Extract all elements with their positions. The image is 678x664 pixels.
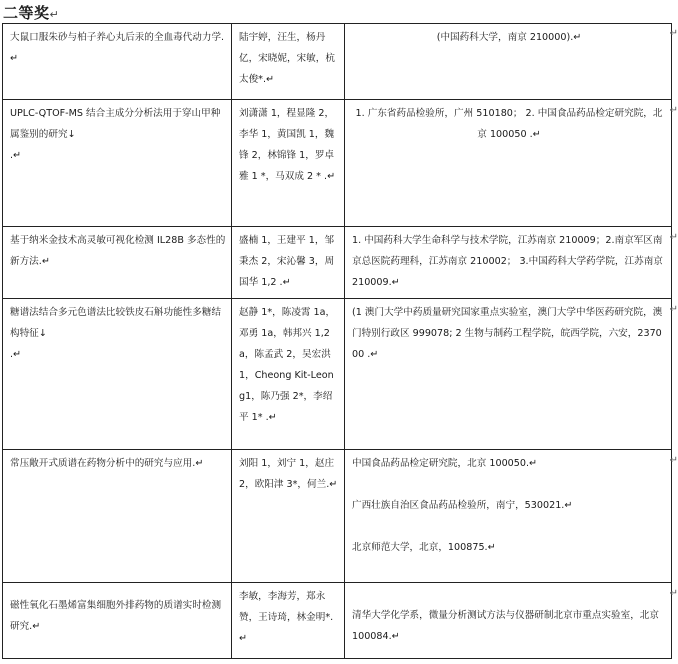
table-row [3, 583, 672, 659]
heading-text: 二等奖 [3, 4, 50, 22]
row-end-mark: ↵ [669, 28, 678, 39]
paper-title: 基于纳米金技术高灵敏可视化检测 IL28B 多态性的新方法.↵ [3, 227, 232, 299]
authors: 盛楠 1，王建平 1，邹秉杰 2，宋沁馨 3，周国华 1,2 .↵ [232, 227, 345, 299]
affiliation-line: 中国食品药品检定研究院，北京 100050.↵ [352, 458, 538, 469]
row-end-mark: ↵ [669, 455, 678, 466]
table-row [3, 24, 672, 100]
row-end-mark: ↵ [669, 588, 678, 599]
paper-title: 常压敞开式质谱在药物分析中的研究与应用.↵ [3, 450, 232, 583]
authors: 刘阳 1，刘宁 1，赵庄 2，欧阳津 3*，何兰.↵ [232, 450, 345, 583]
affiliation: 1. 中国药科大学生命科学与技术学院，江苏南京 210009；2.南京军区南京总医院药理科，江苏南京 210002； 3.中国药科大学药学院，江苏南京 210009.↵ [345, 227, 672, 299]
table-row [3, 450, 672, 583]
table-row [3, 299, 672, 450]
section-heading [3, 2, 59, 23]
affiliation: 清华大学化学系，微量分析测试方法与仪器研制北京市重点实验室，北京 100084.↵ [345, 583, 672, 659]
paper-title: 磁性氧化石墨烯富集细胞外排药物的质谱实时检测研究.↵ [3, 583, 232, 659]
table-row [3, 227, 672, 299]
affiliation: 1. 广东省药品检验所，广州 510180； 2. 中国食品药品检定研究院，北京 100050 .↵ [345, 100, 672, 227]
affiliation [345, 450, 672, 583]
awards-table [2, 23, 672, 659]
affiliation-line: 北京师范大学，北京，100875.↵ [352, 542, 496, 553]
paper-title: 大鼠口服朱砂与柏子养心丸后汞的全血毒代动力学.↵ [3, 24, 232, 100]
table-row [3, 100, 672, 227]
row-end-mark: ↵ [669, 232, 678, 243]
authors: 刘潇潇 1，程显隆 2，李华 1，黄国凯 1，魏锋 2，林锦锋 1，罗卓雅 1 *，马双成 2 * .↵ [232, 100, 345, 227]
paragraph-mark: ↵ [49, 8, 60, 21]
affiliation: (1 澳门大学中药质量研究国家重点实验室，澳门大学中华医药研究院，澳门特别行政区 999078; 2 生物与制药工程学院，皖西学院，六安，237000 .↵ [345, 299, 672, 450]
affiliation: (中国药科大学，南京 210000).↵ [345, 24, 672, 100]
authors: 陆宇婷，汪生，杨丹亿，宋晓妮，宋敏，杭太俊*.↵ [232, 24, 345, 100]
affiliation-line: 广西壮族自治区食品药品检验所，南宁，530021.↵ [352, 500, 573, 511]
row-end-mark: ↵ [669, 105, 678, 116]
authors: 赵静 1*，陈凌霄 1a，邓勇 1a，韩邦兴 1,2a，陈孟武 2，吴宏洪 1，Cheong Kit-Leong1，陈乃强 2*，李绍平 1* .↵ [232, 299, 345, 450]
paper-title: 糖谱法结合多元色谱法比较铁皮石斛功能性多糖结构特征↓ .↵ [3, 299, 232, 450]
row-end-mark: ↵ [669, 304, 678, 315]
paper-title: UPLC-QTOF-MS 结合主成分分析法用于穿山甲种属鉴别的研究↓ .↵ [3, 100, 232, 227]
authors: 李敏，李海芳，郑永赞，王诗琦，林金明*.↵ [232, 583, 345, 659]
